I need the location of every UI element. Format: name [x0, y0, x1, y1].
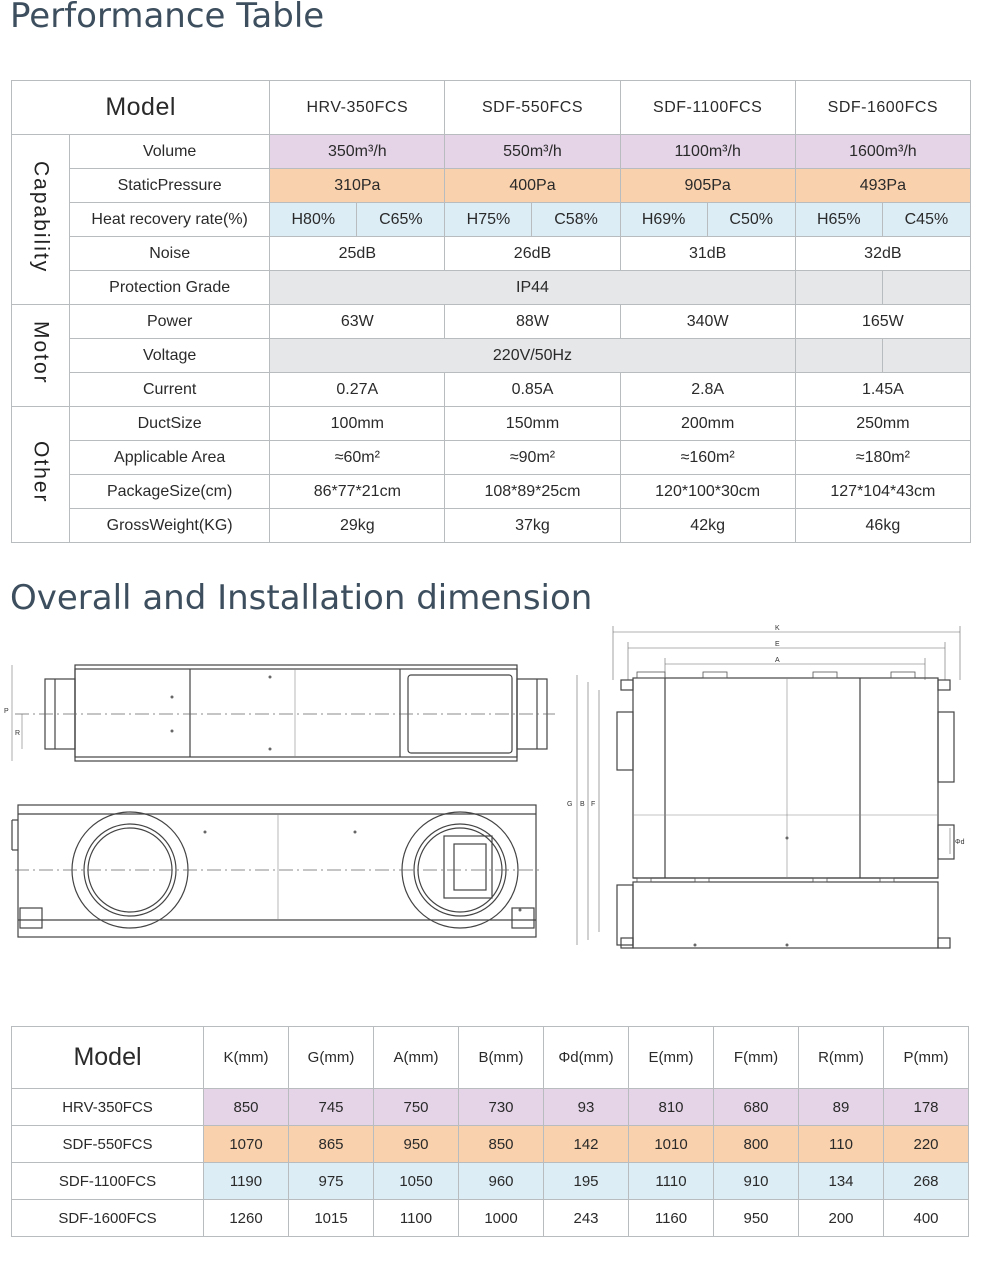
table-cell: 2.8A [620, 373, 795, 407]
table-cell: 493Pa [795, 169, 970, 203]
row-label: Current [70, 373, 270, 407]
table-cell: 1260 [204, 1200, 289, 1237]
dimension-label-k: K [775, 625, 780, 632]
table-cell: 810 [629, 1089, 714, 1126]
table-cell: 400Pa [445, 169, 620, 203]
row-label: Heat recovery rate(%) [70, 203, 270, 237]
table-row [12, 475, 971, 509]
table-cell: 950 [374, 1126, 459, 1163]
table-cell: 730 [459, 1089, 544, 1126]
top-view-drawing [0, 655, 560, 770]
row-model: SDF-1600FCS [12, 1200, 204, 1237]
table-cell: 1160 [629, 1200, 714, 1237]
model-column-header: SDF-1600FCS [795, 81, 970, 135]
row-label: Volume [70, 135, 270, 169]
row-label: Applicable Area [70, 441, 270, 475]
table-row [12, 1126, 969, 1163]
table-cell: 110 [799, 1126, 884, 1163]
table-cell: C45% [882, 203, 970, 237]
group-label-capability: Capability [12, 135, 70, 305]
table-cell: 0.27A [270, 373, 445, 407]
table-cell: 1100m³/h [620, 135, 795, 169]
table-cell: 1.45A [795, 373, 970, 407]
row-label: Protection Grade [70, 271, 270, 305]
row-label: DuctSize [70, 407, 270, 441]
column-header: P(mm) [884, 1027, 969, 1089]
table-cell: C65% [357, 203, 445, 237]
dimension-label-a: A [775, 657, 780, 664]
table-cell: 26dB [445, 237, 620, 271]
table-cell: 550m³/h [445, 135, 620, 169]
row-model: SDF-550FCS [12, 1126, 204, 1163]
table-cell: H75% [445, 203, 532, 237]
table-row [12, 407, 971, 441]
table-row [12, 203, 971, 237]
dimension-label-r: R [15, 730, 21, 737]
table-cell: H65% [795, 203, 882, 237]
row-label: GrossWeight(KG) [70, 509, 270, 543]
table-row [12, 305, 971, 339]
table-cell: H80% [270, 203, 357, 237]
table-row [12, 441, 971, 475]
table-cell: 950 [714, 1200, 799, 1237]
table-cell: 1000 [459, 1200, 544, 1237]
table-cell: 350m³/h [270, 135, 445, 169]
table-row [12, 271, 971, 305]
table-cell-empty [795, 339, 882, 373]
column-header: A(mm) [374, 1027, 459, 1089]
row-label: Power [70, 305, 270, 339]
table-row [12, 1200, 969, 1237]
table-cell-empty [882, 271, 970, 305]
model-column-header: SDF-1100FCS [620, 81, 795, 135]
table-cell: 165W [795, 305, 970, 339]
table-cell: 340W [620, 305, 795, 339]
dimension-label-phid: Φd [955, 839, 965, 846]
table-cell: 150mm [445, 407, 620, 441]
table-cell: 1110 [629, 1163, 714, 1200]
table-cell: 178 [884, 1089, 969, 1126]
table-cell: 975 [289, 1163, 374, 1200]
row-model: HRV-350FCS [12, 1089, 204, 1126]
table-cell: 905Pa [620, 169, 795, 203]
table-cell: 37kg [445, 509, 620, 543]
row-label: PackageSize(cm) [70, 475, 270, 509]
table-cell: 89 [799, 1089, 884, 1126]
table-cell: 127*104*43cm [795, 475, 970, 509]
table-cell: 850 [204, 1089, 289, 1126]
table-cell: 243 [544, 1200, 629, 1237]
column-header: Φd(mm) [544, 1027, 629, 1089]
table-cell: 86*77*21cm [270, 475, 445, 509]
dimension-label-b: B [580, 801, 585, 808]
table-cell: 1010 [629, 1126, 714, 1163]
table-cell: 800 [714, 1126, 799, 1163]
side-view-drawing [555, 620, 980, 960]
dimension-table [11, 1026, 969, 1237]
row-label: Voltage [70, 339, 270, 373]
table-cell: 910 [714, 1163, 799, 1200]
table-cell: ≈90m² [445, 441, 620, 475]
table-cell: 850 [459, 1126, 544, 1163]
dimension-label-e: E [775, 641, 780, 648]
column-header: K(mm) [204, 1027, 289, 1089]
table-header-row [12, 1027, 969, 1089]
table-header-row [12, 81, 971, 135]
table-cell: 250mm [795, 407, 970, 441]
group-label-other: Other [12, 407, 70, 543]
table-cell: 1190 [204, 1163, 289, 1200]
table-cell: 93 [544, 1089, 629, 1126]
table-cell: 29kg [270, 509, 445, 543]
front-view-drawing [0, 800, 560, 945]
table-cell: 108*89*25cm [445, 475, 620, 509]
table-cell-merged: IP44 [270, 271, 796, 305]
model-column-header: HRV-350FCS [270, 81, 445, 135]
table-row [12, 339, 971, 373]
table-cell: 120*100*30cm [620, 475, 795, 509]
table-cell: 310Pa [270, 169, 445, 203]
column-header: R(mm) [799, 1027, 884, 1089]
dimension-label-f: F [591, 801, 596, 808]
table-cell: 1070 [204, 1126, 289, 1163]
table-cell: 195 [544, 1163, 629, 1200]
table-cell: 1050 [374, 1163, 459, 1200]
row-label: Noise [70, 237, 270, 271]
table-cell: 268 [884, 1163, 969, 1200]
table-cell: 142 [544, 1126, 629, 1163]
table-row [12, 135, 971, 169]
table-cell: 865 [289, 1126, 374, 1163]
table-cell: 100mm [270, 407, 445, 441]
table-cell: C58% [532, 203, 620, 237]
table-cell: 25dB [270, 237, 445, 271]
row-model: SDF-1100FCS [12, 1163, 204, 1200]
dimension-label-g: G [567, 801, 573, 808]
model-header: Model [12, 1027, 204, 1089]
column-header: B(mm) [459, 1027, 544, 1089]
table-row [12, 509, 971, 543]
table-cell-empty [795, 271, 882, 305]
table-cell: 46kg [795, 509, 970, 543]
table-row [12, 1089, 969, 1126]
table-cell: 1015 [289, 1200, 374, 1237]
dimension-section-title: Overall and Installation dimension [10, 578, 593, 618]
table-cell: 745 [289, 1089, 374, 1126]
table-cell: 31dB [620, 237, 795, 271]
column-header: F(mm) [714, 1027, 799, 1089]
table-cell-empty [882, 339, 970, 373]
model-column-header: SDF-550FCS [445, 81, 620, 135]
group-label-motor: Motor [12, 305, 70, 407]
table-cell: 1600m³/h [795, 135, 970, 169]
table-cell: ≈160m² [620, 441, 795, 475]
performance-table-title: Performance Table [10, 0, 325, 36]
table-cell: 750 [374, 1089, 459, 1126]
performance-table [11, 80, 971, 543]
table-cell: 0.85A [445, 373, 620, 407]
table-cell: ≈180m² [795, 441, 970, 475]
table-cell: 63W [270, 305, 445, 339]
table-row [12, 237, 971, 271]
table-cell: C50% [707, 203, 795, 237]
table-cell: H69% [620, 203, 707, 237]
table-cell: 960 [459, 1163, 544, 1200]
row-label: StaticPressure [70, 169, 270, 203]
table-cell: 200 [799, 1200, 884, 1237]
table-cell: 42kg [620, 509, 795, 543]
table-cell: 134 [799, 1163, 884, 1200]
column-header: G(mm) [289, 1027, 374, 1089]
table-row [12, 1163, 969, 1200]
table-cell-merged: 220V/50Hz [270, 339, 796, 373]
dimension-label-p: P [4, 708, 9, 715]
table-cell: 32dB [795, 237, 970, 271]
table-cell: 220 [884, 1126, 969, 1163]
table-cell: 680 [714, 1089, 799, 1126]
table-row [12, 169, 971, 203]
table-row [12, 373, 971, 407]
model-header: Model [12, 81, 270, 135]
table-cell: 88W [445, 305, 620, 339]
table-cell: 400 [884, 1200, 969, 1237]
table-cell: 200mm [620, 407, 795, 441]
column-header: E(mm) [629, 1027, 714, 1089]
table-cell: ≈60m² [270, 441, 445, 475]
table-cell: 1100 [374, 1200, 459, 1237]
